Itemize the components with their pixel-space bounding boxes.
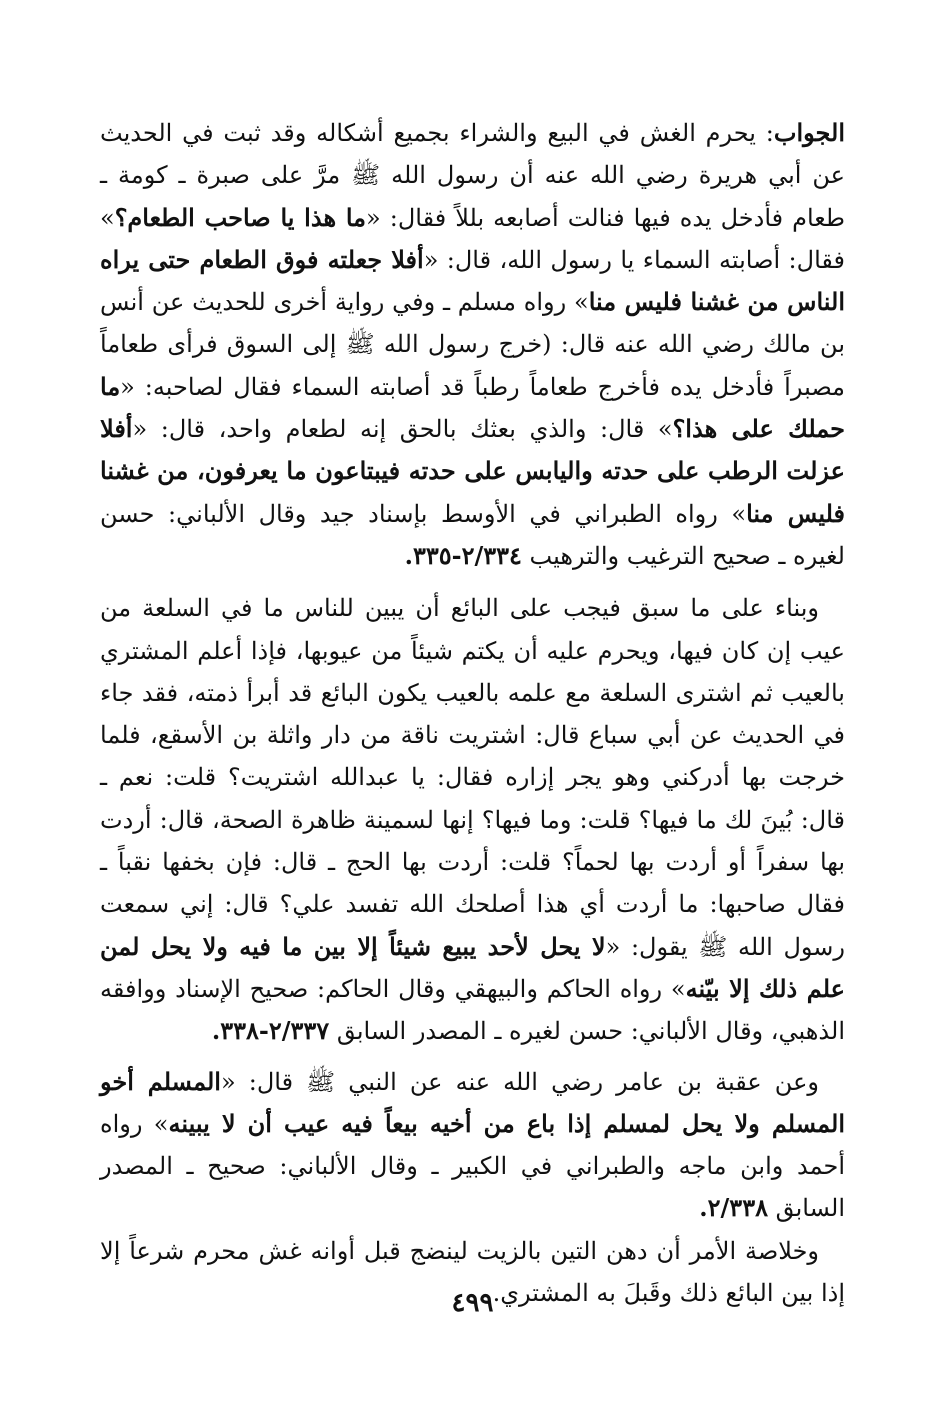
seller-duty-paragraph: [100, 587, 845, 1052]
hadith-quote-6: المسلم أخو المسلم ولا يحل لمسلم إذا باع من أخيه بيعاً فيه عيب أن لا يبينه: [100, 1066, 846, 1138]
answer-text-5: » رواه الطبراني في الأوسط بإسناد جيد وقال الألباني: حسن لغيره ـ صحيح الترغيب والترهيب: [100, 499, 845, 570]
reference-1: ٢/٣٣٤-٣٣٥.: [404, 540, 522, 570]
page-body: [100, 112, 845, 1314]
seller-duty-text-1: وبناء على ما سبق فيجب على البائع أن يبين للناس ما في السلعة من عيب إن كان فيها، ويحرم عليه أن يكتم شيئاً من عيوبها، فإذا أعلم المشتري بالعيب ثم اشترى السلعة مع علمه بالعيب يكون البائع قد أبرأ ذمته، فقد جاء في الحديث عن أبي سباع قال: اشتريت ناقة من دار واثلة بن الأسقع، فلما خرجت بها أدركني وهو يجر إزاره فقال: يا عبدالله اشتريت؟ قلت: نعم ـ قال: بُينَ لك ما فيها؟ قلت: وما فيها؟ إنها لسمينة ظاهرة الصحة، قال: أردت بها سفراً أو أردت بها لحماً؟ قلت: أردت بها الحج ـ قال: فإن بخفها نقباً ـ فقال صاحبها: ما أردت أي هذا أصلحك الله تفسد علي؟ قال: إني سمعت رسول الله ﷺ يقول: «: [100, 594, 846, 961]
uqbah-paragraph: [100, 1061, 845, 1230]
seller-duty-text-2: » رواه الحاكم والبيهقي وقال الحاكم: صحيح الإسناد ووافقه الذهبي، وقال الألباني: حسن لغيره ـ المصدر السابق: [100, 974, 845, 1046]
answer-label: الجواب: [773, 118, 845, 147]
reference-2: ٢/٣٣٧-٣٣٨.: [211, 1016, 330, 1046]
hadith-quote-2: أفلا جعلته فوق الطعام حتى يراه الناس من غشنا فليس منا: [100, 244, 845, 317]
answer-text-4: » قال: والذي بعثك بالحق إنه لطعام واحد، قال: «: [132, 415, 673, 444]
hadith-quote-4: أفلا عزلت الرطب على حدته واليابس على حدته فيبتاعون ما يعرفون، من غشنا فليس منا: [100, 414, 846, 528]
hadith-quote-3: ما حملك على هذا؟: [100, 371, 845, 444]
hadith-quote-1: ما هذا يا صاحب الطعام؟: [114, 202, 367, 232]
uqbah-text-1: وعن عقبة بن عامر رضي الله عنه عن النبي ﷺ قال: «: [220, 1067, 819, 1096]
page-number: ٤٩٩: [451, 1288, 494, 1318]
answer-paragraph: [100, 112, 845, 577]
reference-3: ٢/٣٣٨.: [699, 1193, 768, 1223]
answer-text-2: » فقال: أصابته السماء يا رسول الله، قال: «: [100, 203, 845, 274]
conclusion-text: وخلاصة الأمر أن دهن التين بالزيت لينضج قبل أوانه غش محرم شرعاً إلا إذا بين البائع ذلك وقَبلَ به المشتري.: [100, 1236, 845, 1308]
answer-text-1: : يحرم الغش في البيع والشراء بجميع أشكاله وقد ثبت في الحديث عن أبي هريرة رضي الله عنه أن رسول الله ﷺ مرَّ على صبرة ـ كومة ـ طعام فأدخل يده فيها فنالت أصابعه بللاً فقال: «: [100, 119, 845, 232]
uqbah-text-2: » رواه أحمد وابن ماجه والطبراني في الكبير ـ وقال الألباني: صحيح ـ المصدر السابق: [100, 1109, 845, 1223]
answer-text-3: » رواه مسلم ـ وفي رواية أخرى للحديث عن أنس بن مالك رضي الله عنه قال: (خرج رسول الله ﷺ إلى السوق فرأى طعاماً مصبراً فأدخل يده فأخرج طعاماً رطباً قد أصابته السماء فقال لصاحبه: «: [100, 288, 845, 401]
hadith-quote-5: لا يحل لأحد يبيع شيئاً إلا بين ما فيه ولا يحل لمن علم ذلك إلا بيّنه: [100, 931, 845, 1003]
